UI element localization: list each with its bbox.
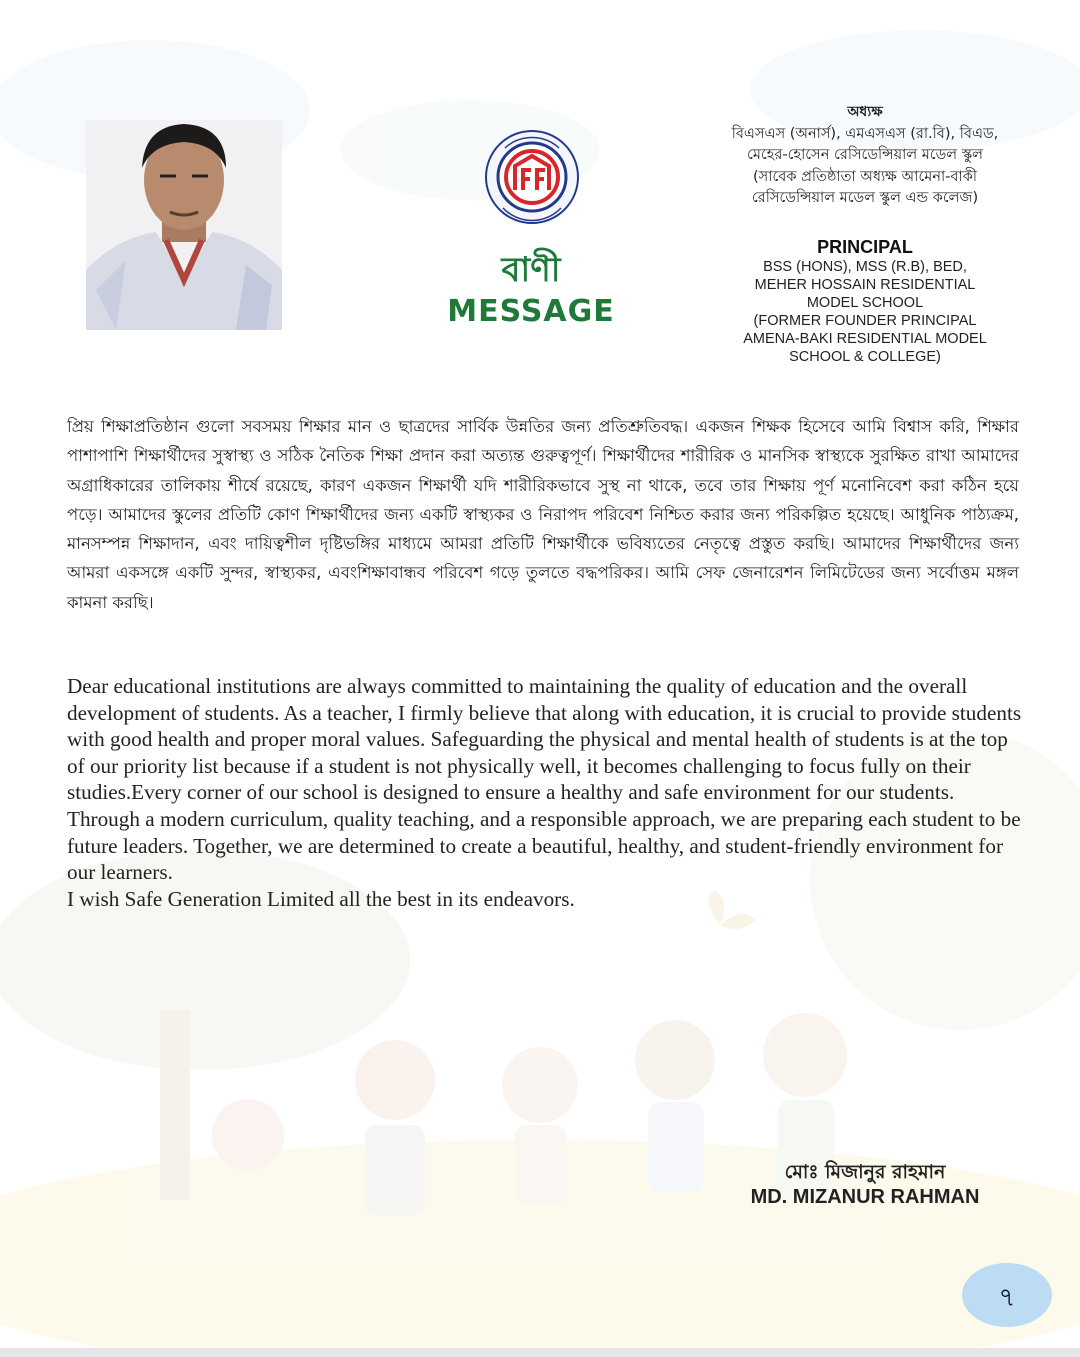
page-number-badge bbox=[962, 1263, 1052, 1327]
credential-line: BSS (HONS), MSS (R.B), BED, bbox=[763, 259, 967, 275]
message-bangla: প্রিয় শিক্ষাপ্রতিষ্ঠান গুলো সবসময় শিক্ষার মান ও ছাত্রদের সার্বিক উন্নতির জন্য প্রতিশ্রুতিবদ্ধ। একজন শিক্ষক হিসেবে আমি বিশ্বাস করি, শিক্ষার পাশাপাশি শিক্ষার্থীদের সুস্বাস্থ্য ও সঠিক নৈতিক শিক্ষা প্রদান করা অত্যন্ত গুরুত্বপূর্ণ। শিক্ষার্থীদের শারীরিক ও মানসিক স্বাস্থ্যকে সুরক্ষিত রাখা আমাদের অগ্রাধিকারের তালিকায় শীর্ষে রয়েছে, কারণ একজন শিক্ষার্থী যদি শারীরিকভাবে সুস্থ না থাকে, তবে তার শিক্ষায় পূর্ণ মনোনিবেশ করা কঠিন হয়ে পড়ে। আমাদের স্কুলের প্রতিটি কোণ শিক্ষার্থীদের জন্য একটি স্বাস্থ্যকর ও নিরাপদ পরিবেশ নিশ্চিত করার জন্য পরিকল্পিত হয়েছে। আধুনিক পাঠ্যক্রম, মানসম্পন্ন শিক্ষাদান, এবং দায়িত্বশীল দৃষ্টিভঙ্গির মাধ্যমে আমরা প্রতিটি শিক্ষার্থীকে ভবিষ্যতের নেতৃত্বে প্রস্তুত করছি। আমাদের শিক্ষার্থীদের জন্য আমরা একসঙ্গে একটি সুন্দর, স্বাস্থ্যকর, এবংশিক্ষাবান্ধব পরিবেশ গড়ে তুলতে বদ্ধপরিকর। আমি সেফ জেনারেশন লিমিটেডের জন্য সর্বোত্তম মঙ্গল কামনা করছি। bbox=[67, 417, 1019, 612]
credential-line: মেহের-হোসেন রেসিডেন্সিয়াল মডেল স্কুল bbox=[747, 147, 983, 163]
page-number: ৭ bbox=[998, 1283, 1016, 1313]
credential-line: বিএসএস (অনার্স), এমএসএস (রা.বি), বিএড, bbox=[731, 125, 999, 142]
credential-line: রেসিডেন্সিয়াল মডেল স্কুল এন্ড কলেজ) bbox=[751, 190, 979, 206]
child-figure bbox=[635, 1020, 715, 1100]
credential-line: (FORMER FOUNDER PRINCIPAL bbox=[753, 313, 977, 329]
child-body bbox=[515, 1125, 567, 1205]
bottom-divider bbox=[0, 1348, 1080, 1357]
credential-line: (সাবেক প্রতিষ্ঠাতা অধ্যক্ষ আমেনা-বাকী bbox=[753, 168, 977, 185]
credential-line: MEHER HOSSAIN RESIDENTIAL bbox=[754, 277, 976, 293]
child-figure bbox=[355, 1040, 435, 1120]
message-english bbox=[67, 673, 1027, 912]
credentials-english bbox=[700, 236, 1030, 366]
credentials-bangla bbox=[700, 102, 1030, 210]
title-bangla: বাণী bbox=[501, 250, 561, 290]
signature-name-bangla: মোঃ মিজানুর রাহমান bbox=[784, 1161, 946, 1183]
message-paragraph: Dear educational institutions are always committed to maintaining the quality of education and the overall development of students. As a teacher, I firmly believe that along with education, it is crucial to provide students with good health and proper moral values. Safeguarding the physical and mental health of students is at the top of our priority list because if a student is not physically well, it becomes challenging to focus fully on their studies.Every corner of our school is designed to ensure a healthy and safe environment for our students. Through a modern curriculum, quality teaching, and a responsible approach, we are preparing each student to be future leaders. Together, we are determined to create a beautiful, healthy, and student-friendly environment for our learners. bbox=[67, 674, 1022, 885]
designation-bangla: অধ্যক্ষ bbox=[847, 104, 883, 120]
child-figure bbox=[502, 1047, 578, 1123]
child-body bbox=[365, 1125, 425, 1215]
child-figure bbox=[212, 1099, 284, 1171]
credential-line: AMENA-BAKI RESIDENTIAL MODEL bbox=[743, 331, 987, 347]
tree-trunk bbox=[160, 1010, 190, 1200]
signature-name-english: MD. MIZANUR RAHMAN bbox=[750, 1186, 980, 1208]
title-english: MESSAGE bbox=[447, 294, 615, 329]
designation-english: PRINCIPAL bbox=[817, 237, 913, 257]
principal-photo bbox=[86, 120, 282, 330]
credential-line: SCHOOL & COLLEGE) bbox=[789, 349, 941, 365]
child-figure bbox=[763, 1013, 847, 1097]
child-body bbox=[648, 1102, 704, 1192]
message-closing: I wish Safe Generation Limited all the best in its endeavors. bbox=[67, 886, 575, 911]
school-logo bbox=[485, 130, 579, 224]
credential-line: MODEL SCHOOL bbox=[806, 295, 924, 311]
